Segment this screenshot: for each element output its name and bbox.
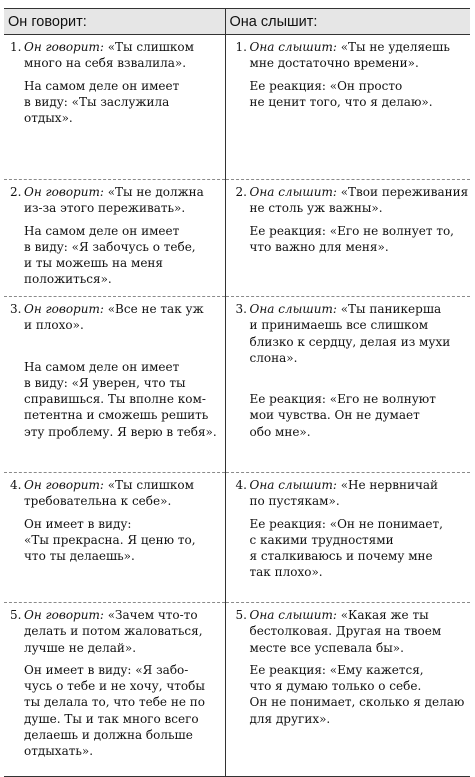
meaning-line: отдых». <box>24 111 73 126</box>
quote-line: делать и потом жаловаться, <box>24 624 203 639</box>
reaction-line: что важно для меня». <box>249 239 389 254</box>
quote-line: «Твои переживания <box>336 185 469 199</box>
item-number: 2. <box>235 185 247 199</box>
reaction-line: Ее реакция: «Ему кажется, <box>249 662 424 677</box>
quote-line: «Ты слишком <box>103 40 194 54</box>
he-says-cell <box>4 603 225 777</box>
table-header-row <box>4 9 470 35</box>
quote-line: не столь уж важны». <box>249 201 383 216</box>
quote-line: слона». <box>249 350 298 365</box>
table-row <box>4 473 470 603</box>
meaning-line: в виду: «Я уверен, что ты <box>24 375 186 390</box>
table-row <box>4 35 470 180</box>
meaning-line: справишься. Ты вполне ком- <box>24 392 206 407</box>
she-hears-statement <box>236 477 465 510</box>
item-number: 4. <box>10 478 22 492</box>
he-means-text <box>10 223 219 288</box>
table-row <box>4 603 470 777</box>
speaker-label: Он говорит: <box>24 40 104 54</box>
table-row <box>4 297 470 473</box>
quote-line: и плохо». <box>24 318 84 333</box>
meaning-line: эту проблему. Я верю в тебя». <box>24 424 217 439</box>
she-hears-statement <box>236 607 465 656</box>
he-says-cell <box>4 297 225 473</box>
she-hears-cell <box>225 297 470 473</box>
quote-line: по пустякам». <box>249 494 340 509</box>
meaning-line: положиться». <box>24 272 112 287</box>
he-says-statement <box>10 184 219 217</box>
meaning-line: в виду: «Ты заслужила <box>24 94 170 109</box>
reaction-line: обо мне». <box>249 424 311 439</box>
meaning-line: Он имеет в виду: <box>24 516 132 531</box>
meaning-line: На самом деле он имеет <box>24 359 180 374</box>
quote-line: из-за этого переживать». <box>24 201 186 216</box>
meaning-line: На самом деле он имеет <box>24 78 180 93</box>
reaction-line: Ее реакция: «Он не понимает, <box>249 516 443 531</box>
she-hears-cell <box>225 35 470 180</box>
quote-line: близко к сердцу, делая из мухи <box>249 334 451 349</box>
quote-line: «Не нервничай <box>336 478 439 492</box>
item-number: 5. <box>235 608 247 622</box>
meaning-line: что ты делаешь». <box>24 549 135 564</box>
table-row <box>4 180 470 297</box>
quote-line: много на себя взвалила». <box>24 56 187 71</box>
quote-line: «Все не так уж <box>103 302 204 316</box>
quote-line: месте все успевала бы». <box>249 640 404 655</box>
he-means-text <box>10 516 219 565</box>
quote-line: лучше не делай». <box>24 640 137 655</box>
quote-line: «Ты паникерша <box>336 302 442 316</box>
her-reaction-text <box>236 516 465 581</box>
reaction-line: Ее реакция: «Его не волнует то, <box>249 223 454 238</box>
header-he-says: Он говорит: <box>4 9 225 35</box>
he-says-cell <box>4 180 225 297</box>
she-hears-cell <box>225 603 470 777</box>
she-hears-cell <box>225 180 470 297</box>
reaction-line: не ценит того, что я делаю». <box>249 94 433 109</box>
meaning-line: ты делала то, что тебе не по <box>24 695 205 710</box>
item-number: 5. <box>10 608 22 622</box>
header-she-hears: Она слышит: <box>225 9 470 35</box>
meaning-line: и ты можешь на меня <box>24 256 163 271</box>
speaker-label: Он говорит: <box>24 185 104 199</box>
item-number: 1. <box>10 40 22 54</box>
quote-line: требовательна к себе». <box>24 494 172 509</box>
quote-line: «Зачем что-то <box>103 608 198 622</box>
meaning-line: в виду: «Я забочусь о тебе, <box>24 239 196 254</box>
item-number: 1. <box>235 40 247 54</box>
her-reaction-text <box>236 78 465 111</box>
speaker-label: Она слышит: <box>249 40 337 54</box>
speaker-label: Он говорит: <box>24 478 104 492</box>
speaker-label: Он говорит: <box>24 608 104 622</box>
meaning-line: «Ты прекрасна. Я ценю то, <box>24 532 196 547</box>
she-hears-statement <box>236 301 465 366</box>
quote-line: бестолковая. Другая на твоем <box>249 624 442 639</box>
meaning-line: делаешь и должна больше <box>24 728 193 743</box>
meaning-line: Он имеет в виду: «Я забо- <box>24 662 189 677</box>
item-number: 3. <box>10 302 22 316</box>
reaction-line: я сталкиваюсь и почему мне <box>249 549 433 564</box>
quote-line: «Какая же ты <box>336 608 429 622</box>
he-says-statement <box>10 39 219 72</box>
speaker-label: Она слышит: <box>249 478 337 492</box>
meaning-line: чусь о тебе и не хочу, чтобы <box>24 679 205 694</box>
he-says-statement <box>10 301 219 334</box>
meaning-line: петентна и сможешь решить <box>24 408 209 423</box>
she-hears-cell <box>225 473 470 603</box>
comparison-table <box>4 8 470 777</box>
he-says-statement <box>10 477 219 510</box>
reaction-line: Ее реакция: «Он просто <box>249 78 403 93</box>
reaction-line: мои чувства. Он не думает <box>249 408 420 423</box>
quote-line: и принимаешь все слишком <box>249 318 429 333</box>
reaction-line: так плохо». <box>249 565 323 580</box>
meaning-line: душе. Ты и так много всего <box>24 711 199 726</box>
reaction-line: Он не понимает, сколько я делаю <box>249 695 465 710</box>
speaker-label: Она слышит: <box>249 302 337 316</box>
meaning-line: отдыхать». <box>24 744 94 759</box>
reaction-line: что я думаю только о себе. <box>249 679 422 694</box>
he-says-statement <box>10 607 219 656</box>
she-hears-statement <box>235 184 469 217</box>
he-means-text <box>10 78 219 127</box>
reaction-line: Ее реакция: «Его не волнуют <box>249 392 436 407</box>
quote-line: «Ты слишком <box>103 478 194 492</box>
speaker-label: Она слышит: <box>249 608 337 622</box>
quote-line: мне достаточно времени». <box>249 56 419 71</box>
quote-line: «Ты не должна <box>103 185 204 199</box>
he-means-text <box>10 662 219 760</box>
she-hears-statement <box>236 39 465 72</box>
her-reaction-text <box>236 223 465 256</box>
he-says-cell <box>4 473 225 603</box>
speaker-label: Она слышит: <box>249 185 337 199</box>
meaning-line: На самом деле он имеет <box>24 223 180 238</box>
item-number: 3. <box>235 302 247 316</box>
quote-line: «Ты не уделяешь <box>336 40 450 54</box>
reaction-line: с какими трудностями <box>249 532 394 547</box>
item-number: 4. <box>235 478 247 492</box>
item-number: 2. <box>10 185 22 199</box>
he-says-cell <box>4 35 225 180</box>
her-reaction-text <box>236 662 465 727</box>
her-reaction-text <box>236 391 465 440</box>
speaker-label: Он говорит: <box>24 302 104 316</box>
he-means-text <box>10 359 219 440</box>
reaction-line: для других». <box>249 711 331 726</box>
